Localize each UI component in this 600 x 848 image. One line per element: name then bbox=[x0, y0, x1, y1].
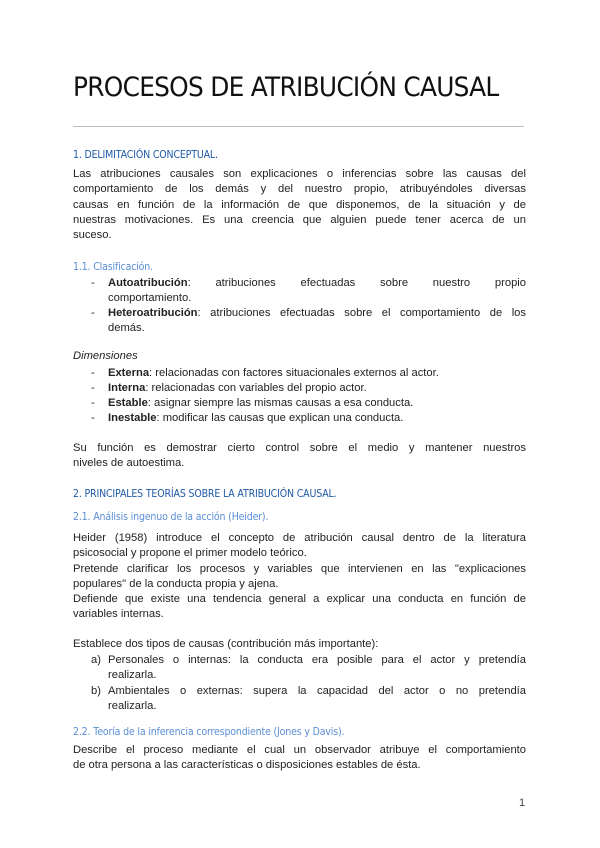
term-autoatribucion: Autoatribución bbox=[108, 277, 188, 289]
section-1-paragraph bbox=[73, 167, 526, 243]
definition-text: : relacionadas con variables del propio actor. bbox=[145, 382, 367, 394]
cause-text: realizarla. bbox=[108, 700, 157, 713]
list-marker: b) bbox=[91, 685, 101, 697]
paragraph-line: causas en función de la información de que disponemos, de la situación y de bbox=[73, 198, 526, 211]
term-estable: Estable bbox=[108, 397, 148, 409]
function-paragraph bbox=[73, 441, 526, 472]
paragraph-line: comportamiento de los demás y del nuestro propio, atribuyéndoles diversas bbox=[73, 183, 526, 196]
section-1-heading: 1. DELIMITACIÓN CONCEPTUAL. bbox=[73, 148, 218, 161]
definition-text: : atribuciones efectuadas sobre nuestro propio bbox=[187, 277, 526, 289]
definition-text: : atribuciones efectuadas sobre el comportamiento de los bbox=[197, 307, 526, 319]
paragraph-line: Pretende clarificar los procesos y variables que intervienen en las "explicaciones bbox=[73, 562, 526, 575]
cause-text: Ambientales o externas: supera la capacidad del actor o no pretendía bbox=[108, 685, 526, 697]
paragraph-line: nuestras motivaciones. Es una creencia que alguien puede tener acerca de un bbox=[73, 213, 526, 226]
paragraph-line: Las atribuciones causales son explicaciones o inferencias sobre las causas del bbox=[73, 168, 526, 180]
paragraph-line: de otra persona a las características o disposiciones estables de ésta. bbox=[73, 759, 421, 772]
title-divider bbox=[73, 126, 524, 127]
jones-davis-paragraph bbox=[73, 743, 526, 774]
list-marker: - bbox=[91, 277, 95, 289]
paragraph-line: niveles de autoestima. bbox=[73, 457, 185, 470]
definition-text: demás. bbox=[108, 322, 145, 335]
paragraph-line: suceso. bbox=[73, 229, 112, 242]
list-marker: - bbox=[91, 397, 95, 409]
paragraph-line: Describe el proceso mediante el cual un observador atribuye el comportamiento bbox=[73, 744, 526, 756]
causes-intro: Establece dos tipos de causas (contribución más importante): bbox=[73, 638, 379, 650]
heider-paragraph bbox=[73, 531, 526, 623]
paragraph-line: Defiende que existe una tendencia general a explicar una conducta en función de bbox=[73, 593, 526, 606]
paragraph-line: variables internas. bbox=[73, 608, 164, 621]
subsection-2-2-heading: 2.2. Teoría de la inferencia correspondiente (Jones y Davis). bbox=[73, 725, 345, 738]
definition-text: : relacionadas con factores situacionales externos al actor. bbox=[149, 367, 439, 379]
paragraph-line: populares" de la conducta propia y ajena. bbox=[73, 577, 279, 590]
section-2-heading: 2. PRINCIPALES TEORÍAS SOBRE LA ATRIBUCIÓN CAUSAL. bbox=[73, 487, 337, 500]
definition-text: : modificar las causas que explican una conducta. bbox=[156, 412, 404, 424]
paragraph-line: Heider (1958) introduce el concepto de atribución causal dentro de la literatura bbox=[73, 532, 526, 544]
list-marker: - bbox=[91, 382, 95, 394]
list-marker: - bbox=[91, 367, 95, 379]
list-marker: - bbox=[91, 307, 95, 319]
term-inestable: Inestable bbox=[108, 412, 157, 424]
term-externa: Externa bbox=[108, 367, 150, 379]
subsection-1-1-heading: 1.1. Clasificación. bbox=[73, 260, 153, 273]
term-heteroatribucion: Heteroatribución bbox=[108, 307, 198, 319]
definition-text: : asignar siempre las mismas causas a esa conducta. bbox=[147, 397, 414, 409]
paragraph-line: Su función es demostrar cierto control sobre el medio y mantener nuestros bbox=[73, 442, 526, 454]
subsection-2-1-heading: 2.1. Análisis ingenuo de la acción (Heider). bbox=[73, 510, 269, 523]
cause-text: realizarla. bbox=[108, 669, 157, 682]
page-title: PROCESOS DE ATRIBUCIÓN CAUSAL bbox=[73, 72, 499, 103]
list-marker: - bbox=[91, 412, 95, 424]
definition-text: comportamiento. bbox=[108, 292, 192, 305]
page-number: 1 bbox=[519, 797, 526, 809]
cause-text: Personales o internas: la conducta era posible para el actor y pretendía bbox=[108, 654, 526, 666]
term-interna: Interna bbox=[108, 382, 146, 394]
paragraph-line: psicosocial y propone el primer modelo teórico. bbox=[73, 547, 307, 560]
dimensions-label: Dimensiones bbox=[73, 350, 138, 362]
list-marker: a) bbox=[91, 654, 101, 666]
